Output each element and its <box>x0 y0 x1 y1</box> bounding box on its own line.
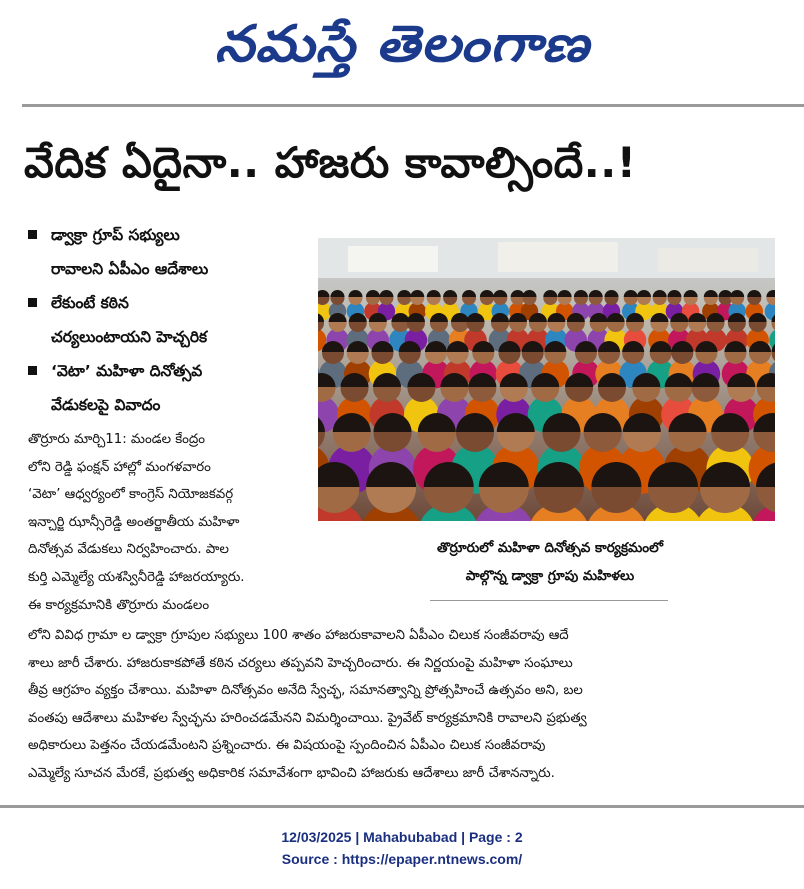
square-bullet-icon <box>28 298 37 307</box>
article-body-narrow <box>28 426 306 619</box>
bullet-item <box>28 286 310 354</box>
body-line: ఈ కార్యక్రమానికి తొర్రూరు మండలం <box>28 597 210 613</box>
bullet-item <box>28 218 310 286</box>
highlight-bullets <box>28 218 310 422</box>
bullet-text: చర్యలుంటాయని హెచ్చరిక <box>51 328 208 346</box>
caption-line: తొర్రూరులో మహిళా దినోత్సవ కార్యక్రమంలో <box>436 540 664 556</box>
article-photo <box>318 238 775 521</box>
body-line: వంతపు ఆదేశాలు మహిళల స్వేచ్ఛను హరించడమేనని విమర్శించాయి. ప్రైవేట్ కార్యక్రమానికి రావాలని ప్రభుత్వ <box>28 710 587 726</box>
body-line: కుర్తి ఎమ్మెల్యే యశస్వినీరెడ్డి హాజరయ్యారు. <box>28 569 245 585</box>
caption-divider <box>430 600 668 601</box>
bullet-text: రావాలని ఏపీఎం ఆదేశాలు <box>51 260 209 278</box>
masthead <box>0 0 804 100</box>
body-line: లోని వివిధ గ్రామా ల డ్వాక్రా గ్రూపుల సభ్యులు 100 శాతం హాజరుకావాలని ఏపీఎం చిలుక సంజీవరావు ఆదే <box>28 628 569 643</box>
footer-date-edition: 12/03/2025 | Mahabubabad | Page : 2 <box>281 829 523 845</box>
photo-caption <box>330 534 770 590</box>
header-divider <box>22 104 804 107</box>
bullet-text: లేకుంటే కఠిన <box>51 294 129 312</box>
square-bullet-icon <box>28 366 37 375</box>
body-line: శాలు జారీ చేశారు. హాజరుకాకపోతే కఠిన చర్యలు తప్పవని హెచ్చరించారు. ఈ నిర్ణయంపై మహిళా సంఘాలు <box>28 655 573 671</box>
body-line: లోని రెడ్డి ఫంక్షన్ హాల్లో మంగళవారం <box>28 459 211 475</box>
body-line: అధికారులు పెత్తనం చేయడమేంటని ప్రశ్నించారు. ఈ విషయంపై స్పందించిన ఏపీఎం చిలుక సంజీవరావు <box>28 738 546 754</box>
footer <box>0 826 804 870</box>
bullet-text: డ్వాక్రా గ్రూప్ సభ్యులు <box>51 226 180 244</box>
body-line: ఎమ్మెల్యే సూచన మేరకే, ప్రభుత్వ అధికారిక సమావేశంగా భావించి హాజరుకు ఆదేశాలు జారీ చేశానన్నారు. <box>28 765 555 781</box>
footer-source: Source : https://epaper.ntnews.com/ <box>281 851 523 867</box>
crowd-photo-illustration <box>318 238 775 521</box>
newspaper-logo: నమస్తే తెలంగాణ <box>214 14 590 74</box>
bullet-item <box>28 354 310 422</box>
footer-divider <box>0 805 804 808</box>
bullet-text: వేడుకలపై వివాదం <box>51 396 161 414</box>
article-headline: వేదిక ఏదైనా.. హాజరు కావాల్సిందే..! <box>24 138 637 187</box>
body-line: ‘వెటా’ ఆధ్వర్యంలో కాంగ్రెస్ నియోజకవర్గ <box>28 487 234 503</box>
body-line: ఇన్చార్జి ఝాన్సీరెడ్డి అంతర్జాతీయ మహిళా <box>28 514 240 530</box>
body-line: దినోత్సవ వేడుకలు నిర్వహించారు. పాల <box>28 542 229 558</box>
article-body-wide <box>28 622 780 788</box>
caption-line: పాల్గొన్న డ్వాక్రా గ్రూపు మహిళలు <box>465 568 635 584</box>
body-line: తొర్రూరు మార్చి11: మండల కేంద్రం <box>28 432 206 447</box>
bullet-text: ‘వెటా’ మహిళా దినోత్సవ <box>51 362 203 380</box>
body-line: తీవ్ర ఆగ్రహం వ్యక్తం చేశాయి. మహిళా దినోత్సవం అనేది స్వేచ్ఛ, సమానత్వాన్ని ప్రోత్సహించే ఉత్సవం అని, బల <box>28 683 583 699</box>
square-bullet-icon <box>28 230 37 239</box>
